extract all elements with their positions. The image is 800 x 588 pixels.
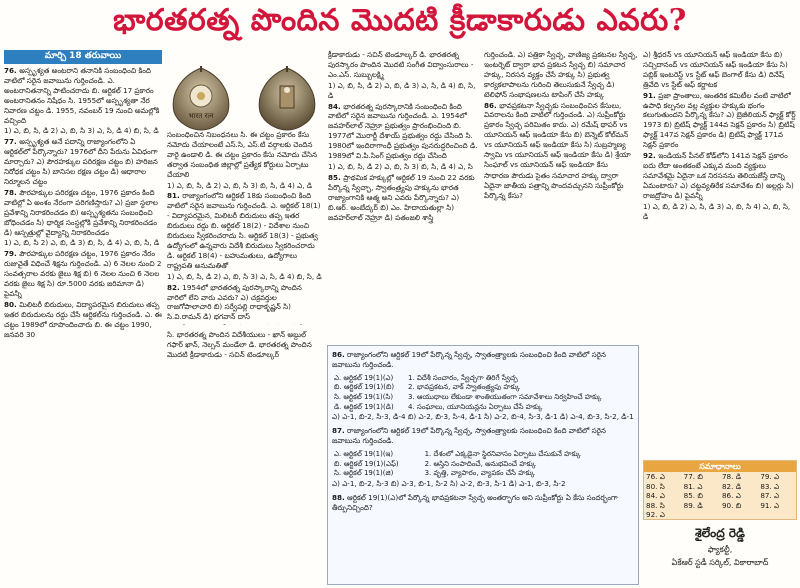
author-name: శైలేంద్ర రెడ్డి xyxy=(695,526,745,540)
match-table-2 xyxy=(332,450,634,479)
question-number: 78. xyxy=(4,187,20,197)
column-4 xyxy=(484,50,638,340)
question-86: 86. రాజ్యాంగంలోని ఆర్టికల్ 19లో పేర్కొన్న స్వేచ్ఛ, స్వాతంత్ర్యాలకు సంబంధించి కింది వాటిలో సరైన జవాబును గుర్తించండి. xyxy=(332,350,606,369)
question-item xyxy=(643,151,797,201)
question-item xyxy=(167,330,323,360)
match-row xyxy=(332,450,634,460)
question-text: ఎ) శ్రీధరన్ vs యూనియన్ ఆఫ్ ఇండియా కేసు బి) సచ్చిదానంద్ vs యూనియన్ ఆఫ్ ఇండియా కేసు సి) పబ్లిక్ ఇంటరెస్ట్ vs స్టేట్ ఆఫ్ బెంగాల్ కేసు డి) దినేష్ త్రివేది vs స్టేట్ ఆఫ్ కర్ణాటక xyxy=(643,50,788,89)
question-item xyxy=(4,66,162,125)
match-left: బి. ఆర్టికల్ 19(1)(బి) xyxy=(334,383,395,392)
question-number: 77. xyxy=(4,137,20,147)
match-left: బి. ఆర్టికల్ 19(1)(ఎఫ్) xyxy=(334,459,399,468)
author-role: ఫ్యాకల్టీ, xyxy=(707,545,733,554)
question-text: అస్పృశ్యత అంటరాని తనానికి సంబంధించి కింది వాటిలో సరైన జవాబును గుర్తించండి. ఎ. అంటరానితనాన్ని పాటించరాదు బి. ఆర్టికల్ 17 ప్రకారం అంటరానితనం నిషేధం సి. 1955లో అస్పృశ్యతా నేర నివారణ చట్టం డి. 1955, నవంబర్ 19 నుంచి అమల్లోకి వచ్చింది xyxy=(4,66,160,125)
question-text: 1) ఎ, బి, సి, డి 2) ఎ, బి, సి 3) బి, సి, డి 4) ఎ, డి xyxy=(167,180,313,190)
answer-cell: 87. ఎ xyxy=(760,491,780,500)
question-item xyxy=(167,181,323,191)
answer-row xyxy=(644,501,796,511)
question-item xyxy=(4,137,162,187)
match-right: 3. వృత్తి, వ్యాపారం, వ్యాపకం చేసే హక్కు xyxy=(424,469,535,478)
question-item xyxy=(643,50,797,90)
matching-questions-box xyxy=(327,345,639,585)
question-item xyxy=(484,101,638,170)
column-3 xyxy=(328,50,478,340)
answer-cell: 80. సి xyxy=(646,481,665,491)
match-left: ఎ. ఆర్టికల్ 19(1)(ఎ) xyxy=(334,373,394,382)
match-left: సి. ఆర్టికల్ 19(1)(జి) xyxy=(334,469,394,478)
question-text: 1) ఎ, బి, సి, డి 2) ఎ, బి, సి 3) బి, సి, డి 4) ఎ, సి xyxy=(328,161,473,171)
question-text: పౌరహక్కుల పరిరక్షణ చట్టం, 1976 ప్రకారం నేరం రుజువైతే విధించే శిక్షను గుర్తించండి. ఎ) 6 నెలల నుంచి 2 సంవత్సరాల వరకు జైలు శిక్ష బి) 6 నెలల నుంచి 6 నెలల వరకు జైలు శిక్ష సి) రూ.5000 వరకు జరిమానా డి) పైవన్నీ xyxy=(4,249,162,298)
question-text: క్రీడాకారుడు - సచిన్ టెండూల్కర్ డి. భారతరత్న పురస్కారం పొందిన మొదటి సంగీత విద్వాంసురాలు - ఎం.ఎస్. సుబ్బులక్ష్మి xyxy=(328,50,474,79)
author-org: ఏకేఆర్ స్టడీ సర్కిల్, వికారాబాద్ xyxy=(671,558,769,567)
question-number: 80. xyxy=(4,299,20,309)
match-right: 3. ఆయుధాలు లేకుండా శాంతియుతంగా సమావేశాలు నిర్వహించే హక్కు xyxy=(408,393,602,401)
question-87: 87. రాజ్యాంగంలోని ఆర్టికల్ 19లో పేర్కొన్న స్వేచ్ఛ, స్వాతంత్ర్యాలకు సంబంధించి కింది వాటిలో సరైన జవాబును గుర్తించండి. xyxy=(332,426,606,445)
answer-key-table xyxy=(644,472,796,520)
question-item xyxy=(4,126,162,136)
match-right: 1. విదేశీ సంచారం, స్వేచ్ఛగా తిరిగే స్వేచ్ఛ xyxy=(408,373,518,382)
question-item xyxy=(328,50,478,80)
question-item xyxy=(4,300,162,340)
match-right: 4. సంఘాలు, యూనియన్లను ఏర్పాటు చేసే హక్కు xyxy=(408,402,543,411)
question-text: పౌరహక్కుల పరిరక్షణ చట్టం, 1976 ప్రకారం కింది వాటిల్లో ఏ అంశం నేరంగా పరిగణిస్తారు? ఎ) ప్రజా స్థలాల ప్రవేశాన్ని నిరాకరించడం బి) అస్పృశ్యతను సంబంధించి బోధించడం సి) ధార్మిక సంస్థల్లోకి ప్రవేశాన్ని నిరాకరించడం డి) ఆస్పత్రుల్లో వైద్యాన్ని నిరాకరించడం xyxy=(4,187,158,237)
question-item xyxy=(167,272,323,282)
answer-cell: 85. బి xyxy=(683,491,703,500)
answer-cell: 89. డి xyxy=(683,500,703,510)
question-item xyxy=(167,283,323,323)
answer-cell: 78. డి xyxy=(721,472,742,481)
match-row xyxy=(332,374,634,384)
author-block xyxy=(643,522,797,586)
column-2-top xyxy=(167,130,323,325)
question-text: సి. భారతరత్న పొందిన విదేశీయులు - ఖాన్ అబ్దుల్ గఫార్ ఖాన్, నెల్సన్ మండేలా డి. భారతరత్న పొందిన మొదటి క్రీడాకారుడు - సచిన్ టెండూల్కర్ xyxy=(167,330,312,359)
answer-cell: 79. ఎ xyxy=(760,472,780,481)
question-item xyxy=(167,323,323,325)
match-row xyxy=(332,460,634,470)
match-row xyxy=(332,469,634,479)
question-item xyxy=(167,191,323,270)
question-text: అస్పృశ్యత అనే పదాన్ని రాజ్యాంగంలోని ఏ ఆర్టికల్‌లో పేర్కొన్నారు? 1976లో దీని పేరును ఏవిధంగా మార్చారు? ఎ) పౌరహక్కుల పరిరక్షణ చట్టం బి) హరిజన నిరోధక చట్టం సి) బానిసల రక్షణ చట్టం డి) ఆధారాల నిర్మూలన చట్టం xyxy=(4,137,158,186)
question-item xyxy=(643,202,797,222)
question-item xyxy=(4,188,162,238)
question-item xyxy=(4,249,162,299)
question-text: గుర్తించండి. ఎ) పత్రికా స్వేచ్ఛ, వాణిజ్య ప్రకటనల స్వేచ్ఛ, ఇంటర్నెట్ ద్వారా భావ ప్రకటన స్వేచ్ఛ బి) సమాచార హక్కు, నిరసన వ్యక్తం చేసే హక్కు సి) ప్రభుత్వ కార్యకలాపాలను గురించి తెలుసుకునే స్వేచ్ఛ డి) టెలిఫోన్ సంభాషణలను టాపింగ్ చేసే హక్కు xyxy=(484,50,638,99)
match-table-1 xyxy=(332,374,634,412)
answer-cell: 76. ఎ xyxy=(646,472,665,481)
match-right: 2. భావప్రకటన, వాక్ స్వాతంత్ర్యపు హక్కు xyxy=(408,383,520,392)
question-text: ఇండియన్ పీనల్ కోడ్‌లోని 141వ సెక్షన్ ప్రకారం ఐదు లేదా అంతకంటే ఎక్కువ మంది వ్యక్తులు సమావేశమై ఏదైనా ఒక నిరసనను తెలియజేస్తే దాన్ని ఏమంటారు? ఎ) చట్టవ్యతిరేక సమావేశం బి) అల్లర్లు సి) రాజద్రోహం డి) పైవన్నీ xyxy=(643,151,794,200)
match-right: 2. ఆస్తిని సంపాదించే, అనుభవించే హక్కు xyxy=(424,459,536,468)
medal-inscription: भारत रत्न xyxy=(188,112,214,120)
answer-cell: 88. సి xyxy=(646,500,665,510)
question-item xyxy=(484,50,638,100)
match-left: డి. ఆర్టికల్ 19(1)(డి) xyxy=(334,402,394,411)
options-87: ఎ) ఎ-1, బి-2, సి-3 బి) ఎ-3, బి-1, సి-2 సి) ఎ-2, బి-3, సి-1 డి) ఎ-1, బి-3, సి-2 xyxy=(332,478,566,488)
continued-banner: మార్చి 18 తరువాయి xyxy=(4,50,162,64)
match-right: 1. దేశంలో ఎక్కడైనా స్థిరనివాసం ఏర్పాటు చేసుకునే హక్కు xyxy=(424,449,581,458)
question-item xyxy=(484,171,638,201)
question-item xyxy=(643,91,797,150)
question-number: 85. xyxy=(328,172,344,182)
answer-cell: 91. ఎ xyxy=(760,500,780,510)
question-text: ప్రాథమిక హక్కుల్లో ఆర్టికల్ 19 నుంచి 22 వరకు పేర్కొన్న స్వేచ్ఛా, స్వాతంత్ర్యపు హక్కును భారత రాజ్యాంగానికి ఆత్మ అని ఎవరు పేర్కొన్నారు? ఎ) బి.ఆర్. అంబేద్కర్ బి) ఎం. హిదాయతుల్లా సి) జవహర్‌లాల్ నెహ్రూ డి) పతంజలి శాస్త్రి xyxy=(328,172,475,222)
answer-cell: 81. ఎ xyxy=(683,481,703,491)
question-text: 1) ఎ, బి, సి, డి 2) ఎ, బి, సి 3) ఎ, సి, డి 4) బి, సి, డి xyxy=(4,126,159,136)
question-text: 1) ఎ, బి, డి 2) ఎ, సి, డి 3) ఎ, బి, సి 4) ఎ, బి, సి, డి xyxy=(643,201,791,221)
question-text: ప్రజా ప్రాంతాలు, ఆంతరిక కమిటీల వంటి వాటిలో ఉపాధి కల్పనల వల్ల వ్యక్తుల హక్కుకు భంగం కలుగుతుందని పేర్కొన్న కేసు? ఎ) బ్రెజీలియన్ ఫ్యాక్ట్ కోర్ట్ 1973 బి) బ్రిటిష్ ఫ్యాక్ట్ 144వ సెక్షన్ ప్రకారం సి) బ్రిటిష్ ఫ్యాక్ట్ 147వ సెక్షన్ ప్రకారం డి) బ్రిటిష్ ఫ్యాక్ట్ 171వ సెక్షన్ ప్రకారం xyxy=(643,90,796,150)
match-row xyxy=(332,393,634,403)
question-number: 84. xyxy=(328,101,344,111)
column-1 xyxy=(4,66,162,586)
question-text: 1954లో భారతరత్న పురస్కారాన్ని పొందిన వారిలో లేని వారు ఎవరు? ఎ) చక్రవర్తుల రాజగోపాలాచారి బి) సర్వేపల్లి రాధాకృష్ణన్ సి) సి.వి.రామన్ డి) భగవాన్ దాస్ xyxy=(167,282,302,322)
question-text: రాజ్యాంగంలోని ఆర్టికల్ 18కు సంబంధించి కింది వాటిలో సరైన జవాబును గుర్తించండి. ఎ. ఆర్టికల్ 18(1) - విద్యాపరమైన, మిలిటరీ బిరుదులు తప్ప ఇతర బిరుదులు రద్దు బి. ఆర్టికల్ 18(2) - విదేశాల నుంచి బిరుదులు స్వీకరించరాదు సి. ఆర్టికల్ 18(3) - ప్రభుత్వ ఉద్యోగంలో ఉన్నవారు విదేశీ బిరుదులు స్వీకరించరాదు డి. ఆర్టికల్ 18(4) - బహుమతులు, ఉద్యోగాలు రాష్ట్రపతి అనుమతితో xyxy=(167,191,321,270)
question-item xyxy=(328,81,478,101)
question-item xyxy=(328,102,478,161)
column-2-bottom xyxy=(167,330,323,586)
question-text: భారతరత్న పురస్కారానికి సంబంధించి కింది వాటిలో సరైన జవాబును గుర్తించండి. ఎ. 1954లో జవహర్‌లాల్ నెహ్రూ ప్రభుత్వం ప్రారంభించింది బి. 1977లో మొరార్జీ దేశాయ్ ప్రభుత్వం రద్దు చేసింది సి. 1980లో ఇందిరాగాంధీ ప్రభుత్వం పునరుద్ధరించింది డి. 1989లో వి.పి.సింగ్ ప్రభుత్వం రద్దు చేసింది xyxy=(328,101,478,161)
headline: భారతరత్న పొందిన మొదటి క్రీడాకారుడు ఎవరు? xyxy=(113,3,687,38)
question-text: 1) ఎ, బి, సి 2) ఎ, బి, డి 3) బి, సి, డి 4) ఎ, బి, సి, డి xyxy=(4,238,160,248)
answer-cell: 84. ఎ xyxy=(646,491,665,500)
options-86: ఎ) ఎ-1, బి-2, సి-3, డి-4 బి) ఎ-2, బి-3, సి-4, డి-1 సి) ఎ-2, బి-4, సి-3, డి-1 డి) ఎ-4, బి-3, సి-2, డి-1 xyxy=(332,412,634,422)
answer-key-title: సమాధానాలు xyxy=(644,461,796,472)
answer-row xyxy=(644,482,796,492)
question-number: 81. xyxy=(167,191,183,201)
question-text xyxy=(167,323,316,325)
question-text: 1) ఎ, బి, సి, డి 2) ఎ, బి, సి 3) ఎ, సి, డి 4) బి, సి, డి xyxy=(167,271,322,281)
question-number: 91. xyxy=(643,90,659,100)
answer-cell: 90. బి xyxy=(721,500,742,510)
question-number: 92. xyxy=(643,151,659,161)
question-number: 82. xyxy=(167,282,183,292)
answer-cell xyxy=(758,510,796,520)
question-text: భావప్రకటనా స్వేచ్ఛకు సంబంధించిన కేసులు, వివరాలను కింది వాటిలో గుర్తించండి. ఎ) సుప్రీంకోర్టు ప్రకారం స్వేచ్ఛ పరిమితం కాదు. ఎ) రమేష్ థాపర్ vs యూనియన్ ఆఫ్ ఇండియా కేసు బి) బెన్నెట్ కోల్‌మన్ vs యూనియన్ ఆఫ్ ఇండియా కేసు సి) సుబ్రహ్మణ్య స్వామి vs యూనియన్ ఆఫ్ ఇండియా కేసు డి) శ్రేయా సింఘాల్ vs యూనియన్ ఆఫ్ ఇండియా కేసు xyxy=(484,100,631,169)
question-item xyxy=(167,130,323,180)
answer-key xyxy=(643,460,797,520)
answer-cell xyxy=(682,510,720,520)
answer-cell: 82. డి xyxy=(721,481,742,491)
answer-cell xyxy=(720,510,758,520)
question-text: సంబంధించిన నిబంధనలు సి. ఈ చట్టం ప్రకారం కేసు నమోదు చేయాలంటే ఎస్.సి, ఎస్.టి వర్గాలకు చెందిన వారై ఉండాలి డి. ఈ చట్టం ప్రకారం కేసు నమోదు చేసిన తర్వాత సంబంధిత జిల్లాల్లో ప్రత్యేక కోర్టులు ఏర్పాటు చేయాలి xyxy=(167,130,318,179)
question-88-text: ఆర్టికల్ 19(1)(ఎ)లో పేర్కొన్న భావప్రకటనా స్వేచ్ఛ అంతర్భాగం అని సుప్రీంకోర్టు ఏ కేసు సందర్భంగా తీర్పునిచ్చింది? xyxy=(332,492,618,512)
question-number: 76. xyxy=(4,66,20,75)
question-item xyxy=(4,238,162,248)
answer-cell: 86. ఎ xyxy=(721,491,741,500)
answer-cell: 77. బి xyxy=(683,472,703,481)
match-row xyxy=(332,403,634,413)
bharat-ratna-medal-back xyxy=(252,66,322,132)
column-5 xyxy=(643,50,797,458)
answer-row xyxy=(644,510,796,520)
question-number xyxy=(167,323,182,325)
question-number: 86. xyxy=(484,100,500,110)
match-left: ఎ. ఆర్టికల్ 19(1)(ఇ) xyxy=(334,449,394,458)
question-86-text: రాజ్యాంగంలోని ఆర్టికల్ 19లో పేర్కొన్న స్వేచ్ఛ, స్వాతంత్ర్యాలకు సంబంధించి కింది వాటిలో సరైన జవాబును గుర్తించండి. xyxy=(332,350,606,369)
bharat-ratna-medal-front xyxy=(166,66,236,132)
question-text: మిలిటరీ బిరుదులు, విద్యాపరమైన బిరుదులు తప్ప ఇతర బిరుదులను రద్దు చేసే ఆర్టికల్‌ను గుర్తించండి. ఎ. ఈ చట్టం 1989లో రూపొందించారు బి. ఈ చట్టం 1990, జనవరి 30 xyxy=(4,299,162,339)
answer-row xyxy=(644,491,796,501)
question-number: 79. xyxy=(4,249,20,259)
match-left: సి. ఆర్టికల్ 19(1)(సి) xyxy=(334,393,394,401)
question-item xyxy=(328,173,478,223)
question-88: 88. ఆర్టికల్ 19(1)(ఎ)లో పేర్కొన్న భావప్రకటనా స్వేచ్ఛ అంతర్భాగం అని సుప్రీంకోర్టు ఏ కేసు సందర్భంగా తీర్పునిచ్చింది? xyxy=(332,492,618,512)
question-text: సాధారణ పౌరుడు సైతం సమాచార హక్కు ద్వారా ఏదైనా జాతీయ పత్రాన్ని పొందవచ్చునని సుప్రీంకోర్టు పేర్కొన్న కేసు? xyxy=(484,170,624,200)
match-row xyxy=(332,383,634,393)
answer-cell: 83. ఎ xyxy=(760,481,780,491)
question-text: 1) ఎ, బి, సి, డి 2) ఎ, బి, డి 3) ఎ, సి, డి 4) బి, సి, డి xyxy=(328,80,476,100)
answer-cell: 92. ఎ xyxy=(646,510,665,519)
question-87-text: రాజ్యాంగంలోని ఆర్టికల్ 19లో పేర్కొన్న స్వేచ్ఛ, స్వాతంత్ర్యాలకు సంబంధించి కింది వాటిలో సరైన జవాబును గుర్తించండి. xyxy=(332,426,606,445)
question-item xyxy=(328,162,478,172)
answer-row xyxy=(644,472,796,482)
